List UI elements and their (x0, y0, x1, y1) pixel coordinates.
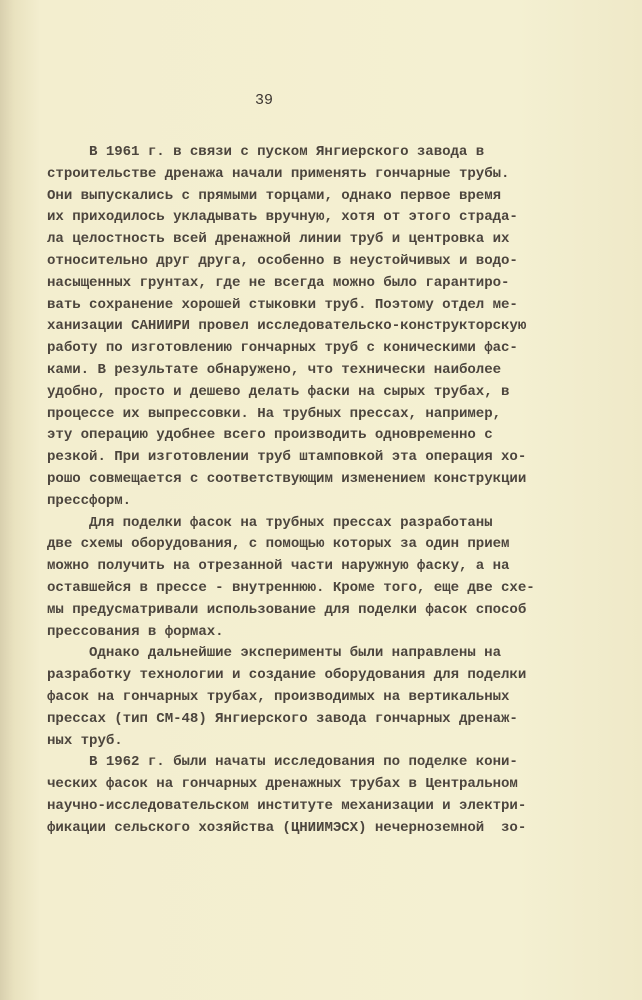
text-line: резкой. При изготовлении труб штамповкой эта операция хо- (47, 449, 527, 466)
text-line: фасок на гончарных трубах, производимых на вертикальных (47, 688, 510, 705)
text-line: прессах (тип СМ-48) Янгиерского завода гончарных дренаж- (47, 710, 518, 727)
text-line: ных труб. (47, 732, 123, 749)
text-line: В 1961 г. в связи с пуском Янгиерского завода в (89, 144, 485, 160)
text-line: Для поделки фасок на трубных прессах разработаны (89, 514, 493, 531)
text-line: их приходилось укладывать вручную, хотя от этого страда- (47, 209, 518, 226)
text-line: ками. В результате обнаружено, что технически наиболее (47, 361, 502, 378)
text-line: фикации сельского хозяйства (ЦНИИМЭСХ) нечерноземной зо- (47, 819, 527, 836)
text-line: прессования в формах. (47, 623, 224, 640)
text-line: относительно друг друга, особенно в неустойчивых и водо- (47, 252, 518, 269)
text-line: научно-исследовательском институте механизации и электри- (47, 797, 527, 814)
text-line: Однако дальнейшие эксперименты были направлены на (89, 645, 501, 662)
text-line: оставшейся в прессе - внутреннюю. Кроме того, еще две схе- (47, 579, 535, 596)
text-line: прессформ. (47, 492, 132, 509)
text-line: процессе их выпрессовки. На трубных прессах, например, (47, 405, 502, 422)
text-line: можно получить на отрезанной части наружную фаску, а на (47, 558, 510, 575)
page-number: 39 (255, 92, 274, 109)
text-line: насыщенных грунтах, где не всегда можно было гарантиро- (47, 274, 510, 291)
text-line: ла целостность всей дренажной линии труб и центровка их (47, 231, 510, 248)
text-line: ческих фасок на гончарных дренажных трубах в Центральном (47, 776, 518, 793)
text-line: две схемы оборудования, с помощью которых за один прием (47, 536, 510, 553)
text-line: работу по изготовлению гончарных труб с коническими фас- (47, 340, 518, 357)
text-line: разработку технологии и создание оборудования для поделки (47, 667, 527, 684)
text-line: ханизации САНИИРИ провел исследовательско-конструкторскую (47, 318, 527, 335)
text-line: Они выпускались с прямыми торцами, однако первое время (47, 187, 502, 204)
text-line: удобно, просто и дешево делать фаски на сырых трубах, в (47, 383, 510, 400)
text-line: эту операцию удобнее всего производить одновременно с (47, 427, 493, 444)
text-line: мы предусматривали использование для поделки фасок способ (47, 601, 527, 618)
text-line: строительстве дренажа начали применять гончарные трубы. (47, 165, 510, 182)
text-line: В 1962 г. были начаты исследования по поделке кони- (89, 754, 518, 771)
document-body (47, 142, 627, 840)
text-line: рошо совмещается с соответствующим изменением конструкции (47, 470, 527, 487)
text-line: вать сохранение хорошей стыковки труб. Поэтому отдел ме- (47, 296, 518, 313)
